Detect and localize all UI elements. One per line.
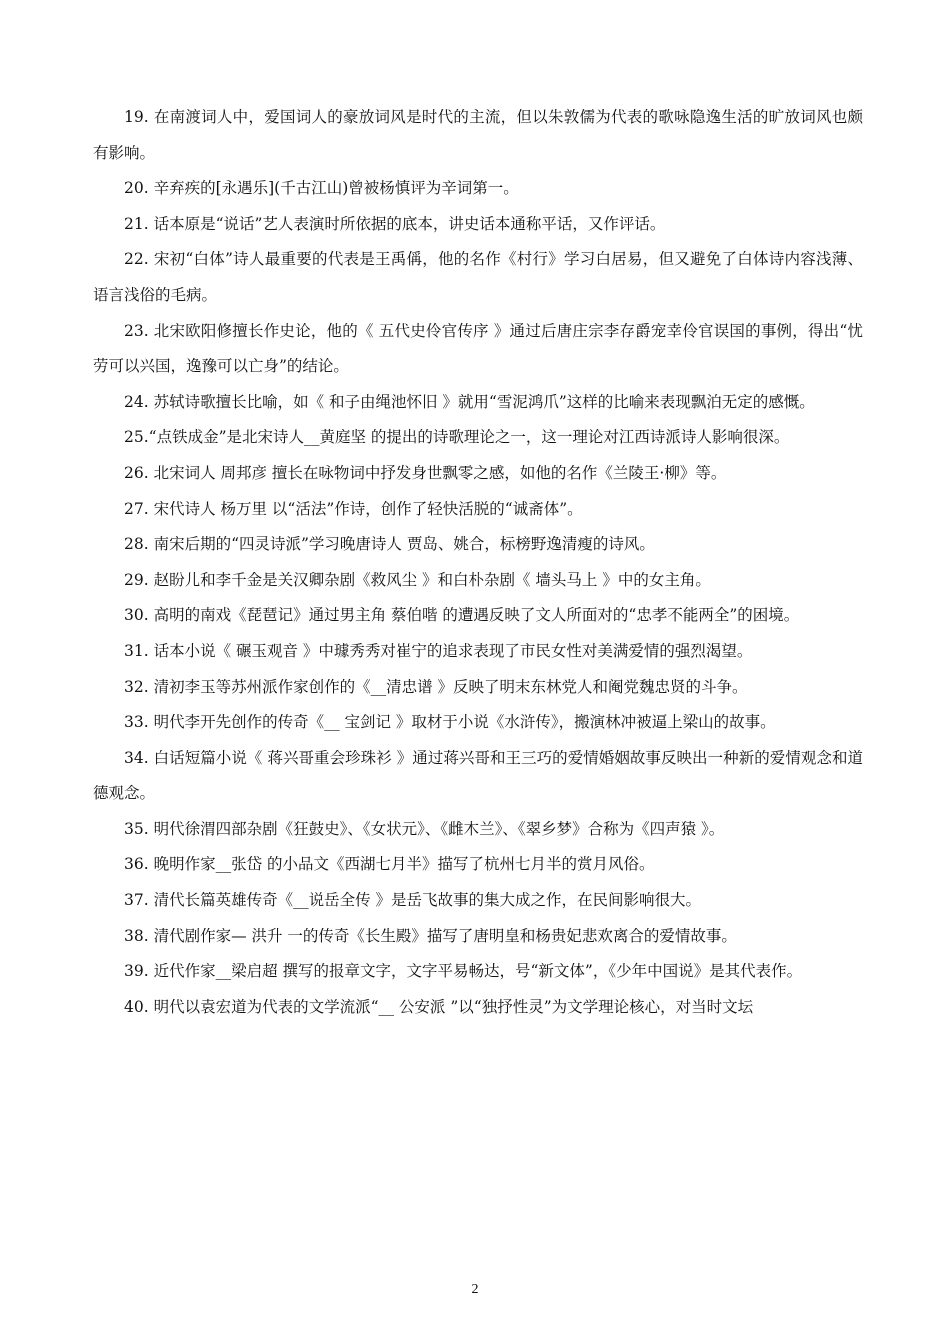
document-body bbox=[93, 100, 863, 1025]
paragraph-34: 34. 白话短篇小说《 蒋兴哥重会珍珠衫 》通过蒋兴哥和王三巧的爱情婚姻故事反映出一种新的爱情观念和道德观念。 bbox=[93, 748, 863, 803]
paragraph-19: 19. 在南渡词人中，爱国词人的豪放词风是时代的主流，但以朱敦儒为代表的歌咏隐逸生活的旷放词风也颇有影响。 bbox=[93, 108, 863, 162]
paragraph-39: 39. 近代作家__梁启超 撰写的报章文字，文字平易畅达，号“新文体”，《少年中国说》是其代表作。 bbox=[124, 962, 803, 981]
paragraph-36: 36. 晚明作家__张岱 的小品文《西湖七月半》描写了杭州七月半的赏月风俗。 bbox=[124, 855, 655, 874]
paragraph-38: 38. 清代剧作家— 洪升 一的传奇《长生殿》描写了唐明皇和杨贵妃悲欢离合的爱情故事。 bbox=[124, 926, 737, 945]
paragraph-26: 26. 北宋词人 周邦彦 擅长在咏物词中抒发身世飘零之感，如他的名作《兰陵王·柳》等。 bbox=[124, 463, 727, 482]
paragraph-24: 24. 苏轼诗歌擅长比喻，如《 和子由绳池怀旧 》就用“雪泥鸿爪”这样的比喻来表现飘泊无定的感慨。 bbox=[124, 392, 815, 411]
paragraph-20: 20. 辛弃疾的[永遇乐](千古江山)曾被杨慎评为辛词第一。 bbox=[124, 179, 519, 198]
paragraph-31: 31. 话本小说《 碾玉观音 》中璩秀秀对崔宁的追求表现了市民女性对美满爱情的强烈渴望。 bbox=[124, 641, 753, 660]
paragraph-25: 25.“点铁成金”是北宋诗人__黄庭坚 的提出的诗歌理论之一，这一理论对江西诗派诗人影响很深。 bbox=[124, 428, 790, 447]
paragraph-30: 30. 高明的南戏《琵琶记》通过男主角 蔡伯喈 的遭遇反映了文人所面对的“忠孝不能两全”的困境。 bbox=[124, 606, 800, 625]
paragraph-21: 21. 话本原是“说话”艺人表演时所依据的底本，讲史话本通称平话，又作评话。 bbox=[124, 214, 666, 233]
paragraph-22: 22. 宋初“白体”诗人最重要的代表是王禹偁，他的名作《村行》学习白居易，但又避免了白体诗内容浅薄、语言浅俗的毛病。 bbox=[93, 250, 863, 304]
paragraph-27: 27. 宋代诗人 杨万里 以“活法”作诗，创作了轻快活脱的“诚斋体”。 bbox=[124, 499, 583, 518]
paragraph-32: 32. 清初李玉等苏州派作家创作的《__清忠谱 》反映了明末东林党人和阉党魏忠贤的斗争。 bbox=[124, 677, 748, 696]
paragraph-29: 29. 赵盼儿和李千金是关汉卿杂剧《救风尘 》和白朴杂剧《 墙头马上 》中的女主角。 bbox=[124, 570, 711, 589]
page-number: 2 bbox=[471, 1282, 479, 1297]
paragraph-33: 33. 明代李开先创作的传奇《__ 宝剑记 》取材于小说《水浒传》，搬演林冲被逼上梁山的故事。 bbox=[124, 713, 776, 732]
paragraph-23: 23. 北宋欧阳修擅长作史论，他的《 五代史伶官传序 》通过后唐庄宗李存爵宠幸伶官误国的事例，得出“忧劳可以兴国，逸豫可以亡身”的结论。 bbox=[93, 321, 863, 376]
paragraph-35: 35. 明代徐渭四部杂剧《狂鼓史》、《女状元》、《雌木兰》、《翠乡梦》合称为《四声猿 》。 bbox=[124, 819, 725, 838]
paragraph-37: 37. 清代长篇英雄传奇《__说岳全传 》是岳飞故事的集大成之作，在民间影响很大。 bbox=[124, 891, 702, 910]
paragraph-40: 40. 明代以袁宏道为代表的文学流派“__ 公安派 ”以“独抒性灵”为文学理论核心，对当时文坛 bbox=[124, 997, 754, 1016]
paragraph-28: 28. 南宋后期的“四灵诗派”学习晚唐诗人 贾岛、姚合，标榜野逸清瘦的诗风。 bbox=[124, 535, 655, 554]
